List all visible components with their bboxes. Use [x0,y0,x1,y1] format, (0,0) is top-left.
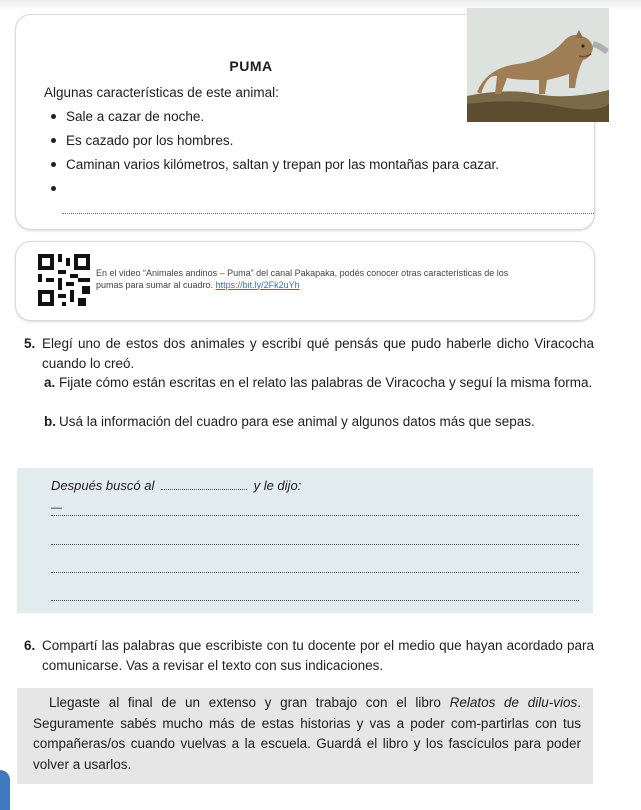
list-item-blank [50,180,499,204]
question-5b [44,412,594,432]
list-item: Caminan varios kilómetros, saltan y trepan por las montañas para cazar. [50,156,499,180]
video-description-text: En el video “Animales andinos – Puma” del canal Pakapaka, podés conocer otras características de los pumas para sumar al cuadro. [96,268,509,290]
question-number: 6. [24,638,36,653]
question-text: Elegí uno de estos dos animales y escribí qué pensás que pudo haberle dicho Viracocha cuando lo creó. [42,336,594,371]
question-text: Compartí las palabras que escribiste con tu docente por el medio que hayan acordado para comunicarse. Vas a revisar el texto con sus indicaciones. [42,638,594,673]
puma-photo [467,8,609,122]
closing-text [33,693,581,775]
item-letter: a. [44,375,56,390]
book-title: Relatos de dilu-vios [449,695,578,710]
list-item: Sale a cazar de noche. [50,108,499,132]
page-corner-tab [0,770,10,810]
item-text: Usá la información del cuadro para ese animal y algunos datos más que sepas. [59,414,535,429]
video-link[interactable]: https://bit.ly/2Fk2uYh [215,279,300,290]
closing-part-2: . Seguramente sabés mucho más de estas historias y vas a poder com-partirlas con tus compañeras/os cuando vuelvas a la escuela. Guardá el libro y los fascículos para poder volver a usarlos. [33,695,582,772]
closing-note [17,688,593,784]
item-letter: b. [44,414,56,429]
characteristics-list [50,108,499,204]
closing-part-1: Llegaste al final de un extenso y gran trabajo con el libro [49,695,450,710]
question-number: 5. [24,336,36,351]
answer-line[interactable] [51,600,579,601]
question-5 [24,334,594,373]
answer-line[interactable] [51,544,579,545]
puma-illustration [467,8,609,122]
blank-answer-line[interactable] [62,203,594,214]
qr-code-icon[interactable] [38,254,90,306]
writing-prompt [51,478,301,493]
card-title: PUMA [229,58,273,74]
answer-line[interactable] [51,515,579,516]
item-text: Fijate cómo están escritas en el relato las palabras de Viracocha y seguí la misma forma. [59,375,593,390]
animal-blank[interactable] [161,489,247,490]
video-description [96,268,536,291]
writing-area[interactable] [17,468,593,613]
video-info-card [15,241,595,321]
card-intro: Algunas características de este animal: [44,85,279,100]
dialogue-dash: — [51,502,62,514]
list-item: Es cazado por los hombres. [50,132,499,156]
question-6 [24,636,594,675]
answer-line[interactable] [51,572,579,573]
prompt-suffix: y le dijo: [253,478,302,493]
question-5a [44,373,594,393]
prompt-prefix: Después buscó al [51,478,155,493]
